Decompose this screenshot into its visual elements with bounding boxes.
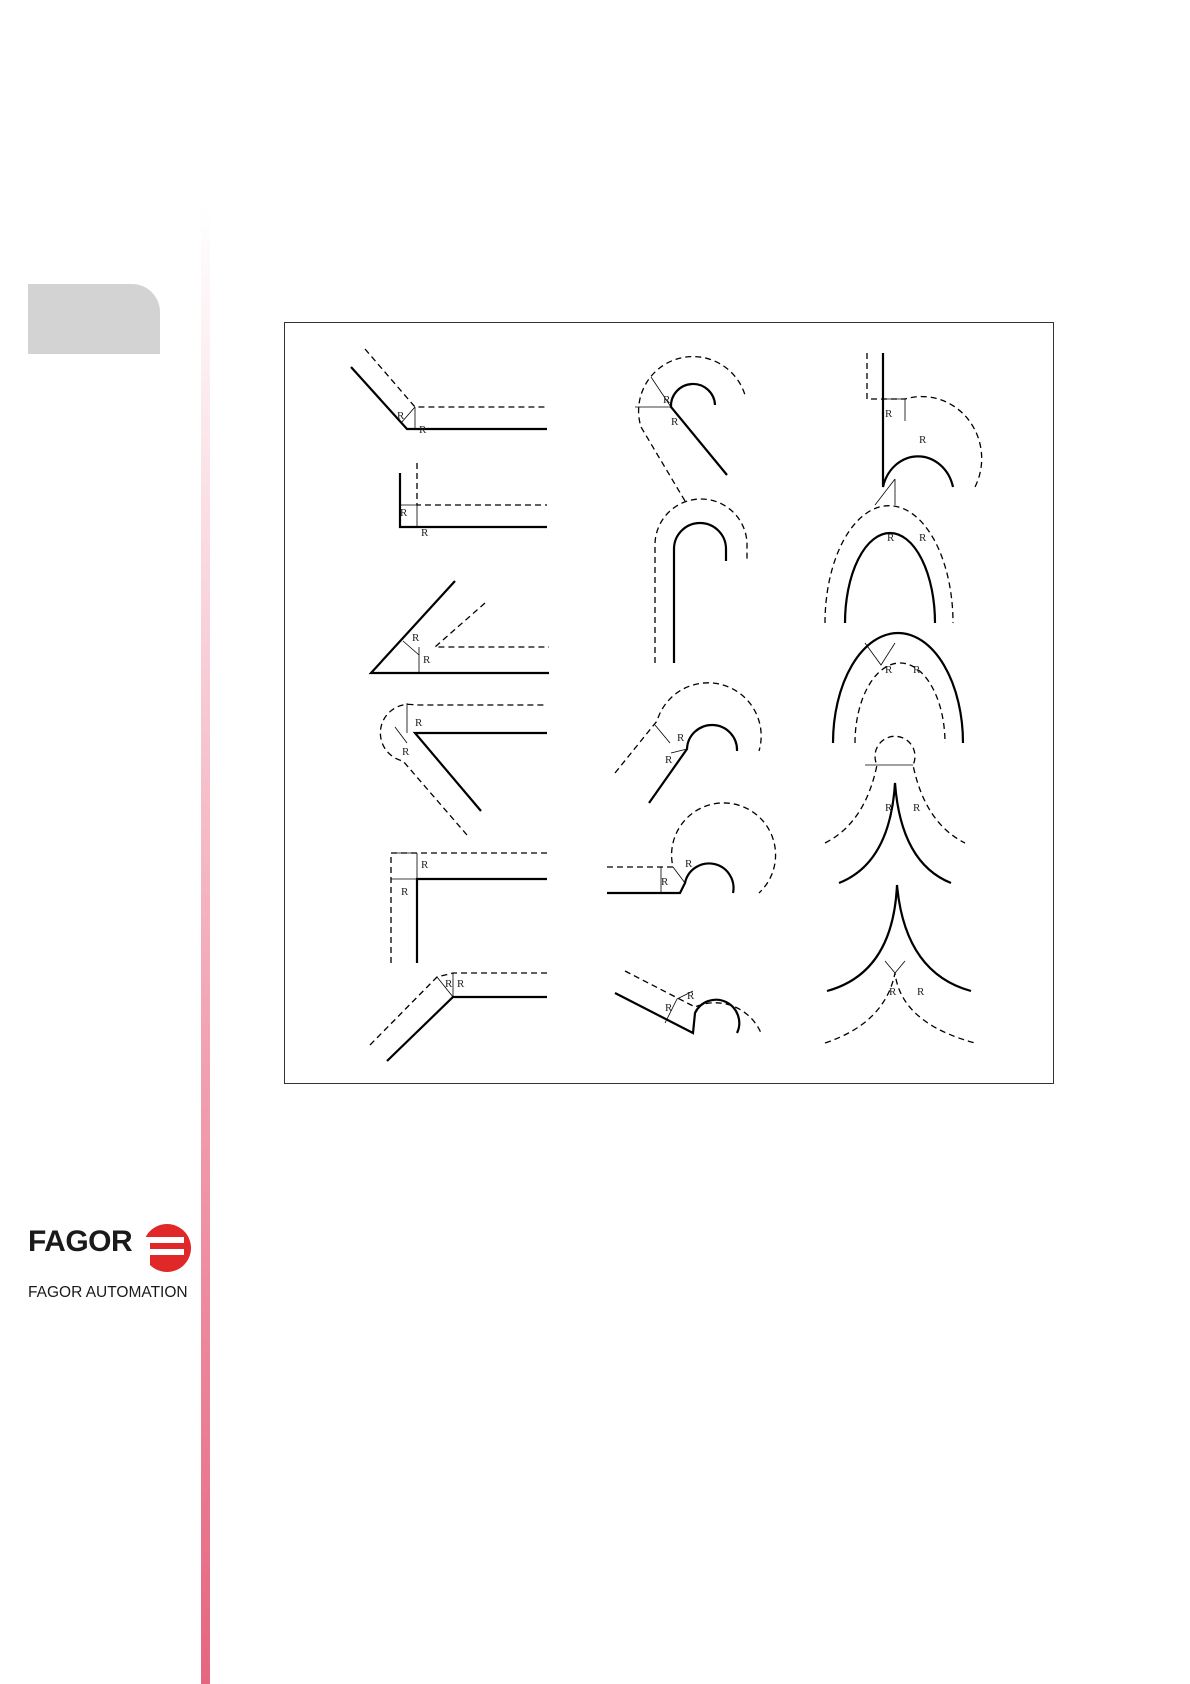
diagram-5-offset <box>391 853 547 963</box>
diagram-6-path <box>387 997 547 1061</box>
diagram-5-path <box>417 879 547 963</box>
compensation-diagrams <box>285 323 1055 1085</box>
svg-text:R: R <box>665 754 673 766</box>
svg-text:R: R <box>412 632 420 644</box>
svg-text:R: R <box>402 746 410 758</box>
diagram-10-path <box>607 863 734 893</box>
svg-text:R: R <box>421 859 429 871</box>
svg-text:R: R <box>671 416 679 428</box>
diagram-15-path <box>839 783 951 883</box>
svg-text:R: R <box>913 664 921 676</box>
svg-text:R: R <box>401 886 409 898</box>
svg-text:R: R <box>685 858 693 870</box>
svg-text:R: R <box>919 532 927 544</box>
svg-text:R: R <box>400 507 408 519</box>
fagor-logo <box>28 1222 193 1304</box>
diagram-1-offset <box>365 349 547 407</box>
svg-text:R: R <box>885 802 893 814</box>
diagram-16-path <box>827 885 971 991</box>
diagram-2-path <box>400 473 547 527</box>
svg-text:R: R <box>687 990 695 1002</box>
radius-labels <box>397 394 927 1014</box>
diagram-12-path <box>883 353 953 487</box>
svg-text:R: R <box>397 410 405 422</box>
svg-text:R: R <box>919 434 927 446</box>
svg-text:R: R <box>665 1002 673 1014</box>
diagram-9-offset <box>615 683 761 773</box>
fagor-emblem-icon <box>138 1222 196 1274</box>
svg-text:R: R <box>661 876 669 888</box>
diagram-8-path <box>674 523 726 663</box>
svg-text:R: R <box>885 664 893 676</box>
side-color-bar <box>201 205 210 1684</box>
tool-radius-compensation-figure <box>284 322 1054 1084</box>
diagram-14-offset <box>855 663 945 743</box>
chapter-tab <box>28 284 160 354</box>
diagram-7-path <box>671 384 727 475</box>
diagram-13-path <box>845 533 935 623</box>
svg-text:R: R <box>421 527 429 539</box>
company-name: FAGOR AUTOMATION <box>28 1284 188 1301</box>
svg-text:R: R <box>457 978 465 990</box>
diagram-1-path <box>351 367 547 429</box>
svg-text:R: R <box>415 717 423 729</box>
diagram-9-path <box>649 725 737 803</box>
diagram-2-offset <box>417 463 547 505</box>
diagram-7-offset <box>639 357 745 501</box>
diagram-4-offset <box>380 704 547 835</box>
diagram-10-offset <box>607 803 776 893</box>
svg-text:R: R <box>445 978 453 990</box>
diagram-4-path <box>415 733 547 811</box>
svg-text:R: R <box>885 408 893 420</box>
svg-text:R: R <box>889 986 897 998</box>
diagram-12-offset <box>867 353 982 487</box>
svg-text:R: R <box>419 424 427 436</box>
svg-text:R: R <box>913 802 921 814</box>
diagram-3-path <box>371 581 549 673</box>
diagram-3-offset <box>435 603 549 647</box>
svg-text:R: R <box>663 394 671 406</box>
svg-text:R: R <box>677 732 685 744</box>
svg-text:R: R <box>917 986 925 998</box>
svg-text:R: R <box>887 532 895 544</box>
logo-wordmark: FAGOR <box>28 1225 133 1258</box>
svg-text:R: R <box>423 654 431 666</box>
